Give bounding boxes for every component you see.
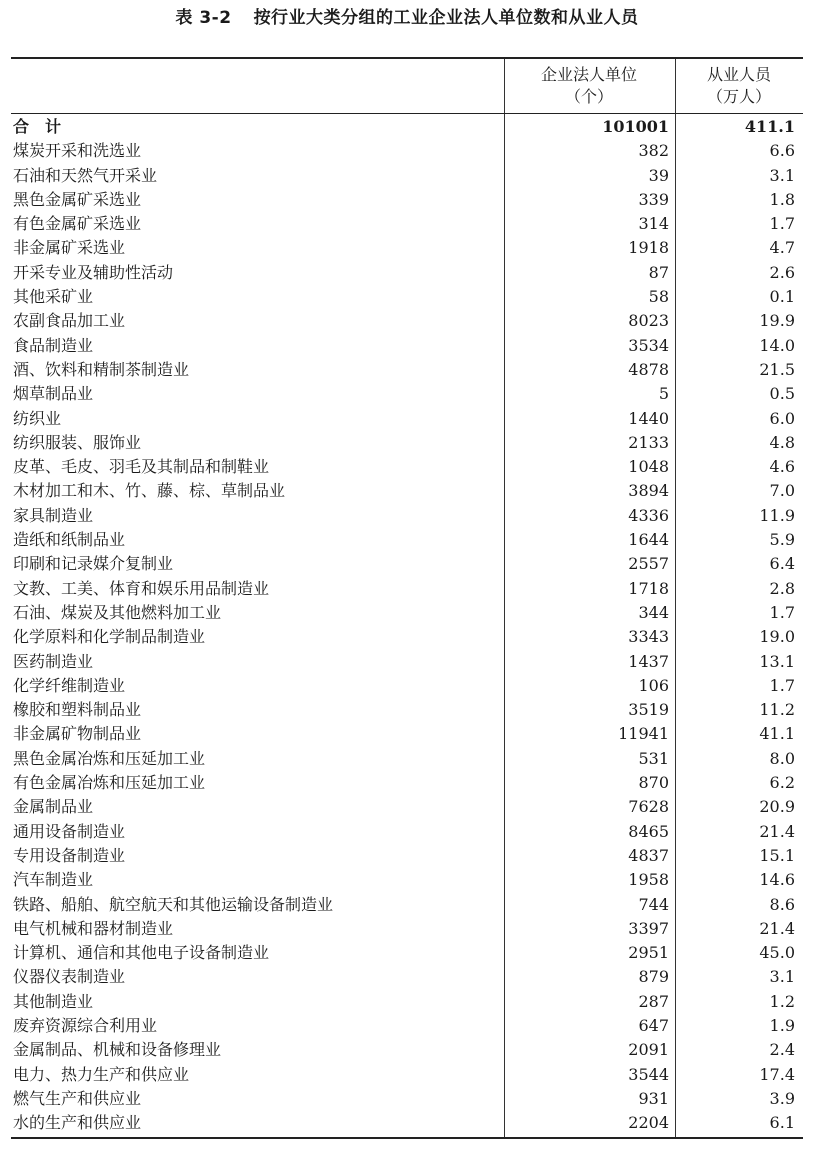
row-employees: 41.1 bbox=[759, 724, 795, 744]
row-name: 合计 bbox=[13, 117, 78, 136]
row-name: 电力、热力生产和供应业 bbox=[13, 1064, 190, 1084]
row-employees: 15.1 bbox=[759, 845, 795, 865]
table-row bbox=[11, 795, 803, 819]
row-units: 382 bbox=[638, 141, 669, 161]
row-employees: 8.6 bbox=[769, 894, 795, 914]
table-row bbox=[11, 164, 803, 188]
row-employees: 6.6 bbox=[769, 141, 795, 161]
row-employees: 1.7 bbox=[769, 602, 795, 622]
row-units: 287 bbox=[638, 991, 669, 1011]
row-name: 非金属矿采选业 bbox=[13, 238, 126, 258]
row-units: 8023 bbox=[628, 311, 669, 331]
row-name: 烟草制品业 bbox=[13, 384, 94, 404]
row-employees: 411.1 bbox=[744, 117, 795, 136]
header-employees bbox=[675, 59, 803, 113]
row-name: 有色金属冶炼和压延加工业 bbox=[13, 773, 206, 793]
table-row bbox=[11, 528, 803, 552]
row-employees: 19.9 bbox=[759, 311, 795, 331]
row-units: 870 bbox=[638, 773, 669, 793]
row-name: 仪器仪表制造业 bbox=[13, 967, 126, 987]
row-units: 1958 bbox=[628, 870, 669, 890]
table-row bbox=[11, 1014, 803, 1038]
header-units-unit: （个） bbox=[564, 87, 613, 106]
row-units: 314 bbox=[638, 214, 669, 234]
row-units: 101001 bbox=[602, 117, 669, 136]
table-row bbox=[11, 212, 803, 236]
table-row bbox=[11, 650, 803, 674]
row-name: 橡胶和塑料制品业 bbox=[13, 700, 142, 720]
row-name: 化学纤维制造业 bbox=[13, 675, 126, 695]
row-name: 文教、工美、体育和娱乐用品制造业 bbox=[13, 578, 270, 598]
table-row bbox=[11, 334, 803, 358]
row-name: 农副食品加工业 bbox=[13, 311, 126, 331]
row-employees: 6.4 bbox=[769, 554, 795, 574]
row-name: 开采专业及辅助性活动 bbox=[13, 262, 174, 282]
row-units: 39 bbox=[648, 165, 669, 185]
row-employees: 1.7 bbox=[769, 214, 795, 234]
row-employees: 11.9 bbox=[759, 505, 795, 525]
header-rule bbox=[11, 113, 803, 114]
row-employees: 45.0 bbox=[759, 943, 795, 963]
table-row bbox=[11, 820, 803, 844]
row-name: 专用设备制造业 bbox=[13, 845, 126, 865]
table-row bbox=[11, 868, 803, 892]
header-employees-label: 从业人员 bbox=[706, 65, 771, 84]
row-employees: 14.6 bbox=[759, 870, 795, 890]
table-row bbox=[11, 504, 803, 528]
row-employees: 3.9 bbox=[769, 1088, 795, 1108]
table-row bbox=[11, 431, 803, 455]
row-name: 皮革、毛皮、羽毛及其制品和制鞋业 bbox=[13, 457, 270, 477]
table-row bbox=[11, 382, 803, 406]
row-employees: 6.2 bbox=[769, 773, 795, 793]
table-row bbox=[11, 747, 803, 771]
table-row bbox=[11, 479, 803, 503]
row-name: 水的生产和供应业 bbox=[13, 1113, 142, 1133]
row-employees: 5.9 bbox=[769, 530, 795, 550]
row-units: 8465 bbox=[628, 821, 669, 841]
row-units: 4878 bbox=[628, 359, 669, 379]
row-units: 531 bbox=[638, 748, 669, 768]
row-employees: 0.1 bbox=[769, 287, 795, 307]
row-employees: 3.1 bbox=[769, 165, 795, 185]
table-row bbox=[11, 188, 803, 212]
row-units: 3519 bbox=[628, 700, 669, 720]
row-units: 3534 bbox=[628, 335, 669, 355]
row-units: 1048 bbox=[628, 457, 669, 477]
row-units: 744 bbox=[638, 894, 669, 914]
table-row bbox=[11, 309, 803, 333]
header-units bbox=[504, 59, 674, 113]
row-employees: 8.0 bbox=[769, 748, 795, 768]
row-units: 4336 bbox=[628, 505, 669, 525]
row-units: 2951 bbox=[628, 943, 669, 963]
row-employees: 13.1 bbox=[759, 651, 795, 671]
row-units: 11941 bbox=[618, 724, 669, 744]
table-row bbox=[11, 844, 803, 868]
table-row bbox=[11, 1111, 803, 1135]
row-units: 1440 bbox=[628, 408, 669, 428]
row-name: 纺织服装、服饰业 bbox=[13, 432, 142, 452]
row-employees: 4.6 bbox=[769, 457, 795, 477]
table-row bbox=[11, 407, 803, 431]
row-employees: 21.4 bbox=[759, 918, 795, 938]
row-employees: 4.7 bbox=[769, 238, 795, 258]
row-units: 344 bbox=[638, 602, 669, 622]
row-name: 纺织业 bbox=[13, 408, 62, 428]
row-employees: 2.8 bbox=[769, 578, 795, 598]
header-employees-unit: （万人） bbox=[706, 87, 771, 106]
table-row bbox=[11, 455, 803, 479]
table-row bbox=[11, 261, 803, 285]
row-name: 金属制品业 bbox=[13, 797, 94, 817]
table-row bbox=[11, 965, 803, 989]
row-employees: 4.8 bbox=[769, 432, 795, 452]
row-name: 化学原料和化学制品制造业 bbox=[13, 627, 206, 647]
row-employees: 1.7 bbox=[769, 675, 795, 695]
row-employees: 1.8 bbox=[769, 189, 795, 209]
table-row bbox=[11, 1087, 803, 1111]
table-row bbox=[11, 625, 803, 649]
row-units: 931 bbox=[638, 1088, 669, 1108]
table-row bbox=[11, 771, 803, 795]
row-name: 其他制造业 bbox=[13, 991, 94, 1011]
row-units: 5 bbox=[658, 384, 669, 404]
row-name: 铁路、船舶、航空航天和其他运输设备制造业 bbox=[13, 894, 334, 914]
row-name: 有色金属矿采选业 bbox=[13, 214, 142, 234]
row-name: 石油、煤炭及其他燃料加工业 bbox=[13, 602, 222, 622]
table-row bbox=[11, 358, 803, 382]
table-row bbox=[11, 601, 803, 625]
row-units: 87 bbox=[648, 262, 669, 282]
row-units: 3894 bbox=[628, 481, 669, 501]
row-employees: 6.0 bbox=[769, 408, 795, 428]
row-employees: 2.4 bbox=[769, 1040, 795, 1060]
row-name: 汽车制造业 bbox=[13, 870, 94, 890]
row-name: 酒、饮料和精制茶制造业 bbox=[13, 359, 190, 379]
row-employees: 1.9 bbox=[769, 1015, 795, 1035]
row-units: 3343 bbox=[628, 627, 669, 647]
row-units: 2091 bbox=[628, 1040, 669, 1060]
row-name: 废弃资源综合利用业 bbox=[13, 1015, 158, 1035]
table-row bbox=[11, 893, 803, 917]
row-employees: 0.5 bbox=[769, 384, 795, 404]
row-units: 1718 bbox=[628, 578, 669, 598]
row-units: 4837 bbox=[628, 845, 669, 865]
table-body bbox=[11, 115, 803, 1135]
row-units: 7628 bbox=[628, 797, 669, 817]
row-employees: 21.5 bbox=[759, 359, 795, 379]
row-name: 其他采矿业 bbox=[13, 287, 94, 307]
row-name: 煤炭开采和洗选业 bbox=[13, 141, 142, 161]
table-row bbox=[11, 990, 803, 1014]
row-name: 木材加工和木、竹、藤、棕、草制品业 bbox=[13, 481, 286, 501]
table-row bbox=[11, 577, 803, 601]
table-title bbox=[0, 4, 814, 32]
row-name: 电气机械和器材制造业 bbox=[13, 918, 174, 938]
row-employees: 17.4 bbox=[759, 1064, 795, 1084]
row-name: 食品制造业 bbox=[13, 335, 94, 355]
row-name: 通用设备制造业 bbox=[13, 821, 126, 841]
table-row bbox=[11, 917, 803, 941]
bottom-rule bbox=[11, 1137, 803, 1139]
table-title-text: 按行业大类分组的工业企业法人单位数和从业人员 bbox=[253, 8, 639, 28]
table-row bbox=[11, 941, 803, 965]
row-units: 879 bbox=[638, 967, 669, 987]
total-row bbox=[11, 115, 803, 139]
row-employees: 7.0 bbox=[769, 481, 795, 501]
row-units: 3397 bbox=[628, 918, 669, 938]
row-units: 106 bbox=[638, 675, 669, 695]
row-name: 家具制造业 bbox=[13, 505, 94, 525]
row-name: 燃气生产和供应业 bbox=[13, 1088, 142, 1108]
row-units: 58 bbox=[648, 287, 669, 307]
row-name: 金属制品、机械和设备修理业 bbox=[13, 1040, 222, 1060]
table-number: 表 3-2 bbox=[175, 8, 232, 28]
table-row bbox=[11, 722, 803, 746]
table-row bbox=[11, 236, 803, 260]
table-row bbox=[11, 1063, 803, 1087]
row-name: 医药制造业 bbox=[13, 651, 94, 671]
row-name: 造纸和纸制品业 bbox=[13, 530, 126, 550]
row-name: 计算机、通信和其他电子设备制造业 bbox=[13, 943, 270, 963]
row-employees: 3.1 bbox=[769, 967, 795, 987]
row-units: 1437 bbox=[628, 651, 669, 671]
row-units: 339 bbox=[638, 189, 669, 209]
row-units: 1918 bbox=[628, 238, 669, 258]
row-units: 2557 bbox=[628, 554, 669, 574]
row-employees: 6.1 bbox=[769, 1113, 795, 1133]
table-header bbox=[11, 59, 803, 113]
row-employees: 1.2 bbox=[769, 991, 795, 1011]
row-units: 647 bbox=[638, 1015, 669, 1035]
row-name: 黑色金属矿采选业 bbox=[13, 189, 142, 209]
table-row bbox=[11, 674, 803, 698]
row-employees: 20.9 bbox=[759, 797, 795, 817]
row-employees: 21.4 bbox=[759, 821, 795, 841]
row-name: 石油和天然气开采业 bbox=[13, 165, 158, 185]
row-name: 印刷和记录媒介复制业 bbox=[13, 554, 174, 574]
table-row bbox=[11, 1038, 803, 1062]
row-name: 非金属矿物制品业 bbox=[13, 724, 142, 744]
row-employees: 14.0 bbox=[759, 335, 795, 355]
row-name: 黑色金属冶炼和压延加工业 bbox=[13, 748, 206, 768]
row-employees: 11.2 bbox=[759, 700, 795, 720]
table-row bbox=[11, 285, 803, 309]
row-units: 2204 bbox=[628, 1113, 669, 1133]
row-employees: 19.0 bbox=[759, 627, 795, 647]
table-row bbox=[11, 552, 803, 576]
header-units-label: 企业法人单位 bbox=[540, 65, 637, 84]
row-employees: 2.6 bbox=[769, 262, 795, 282]
row-units: 3544 bbox=[628, 1064, 669, 1084]
table-row bbox=[11, 139, 803, 163]
row-units: 2133 bbox=[628, 432, 669, 452]
row-units: 1644 bbox=[628, 530, 669, 550]
table-row bbox=[11, 698, 803, 722]
